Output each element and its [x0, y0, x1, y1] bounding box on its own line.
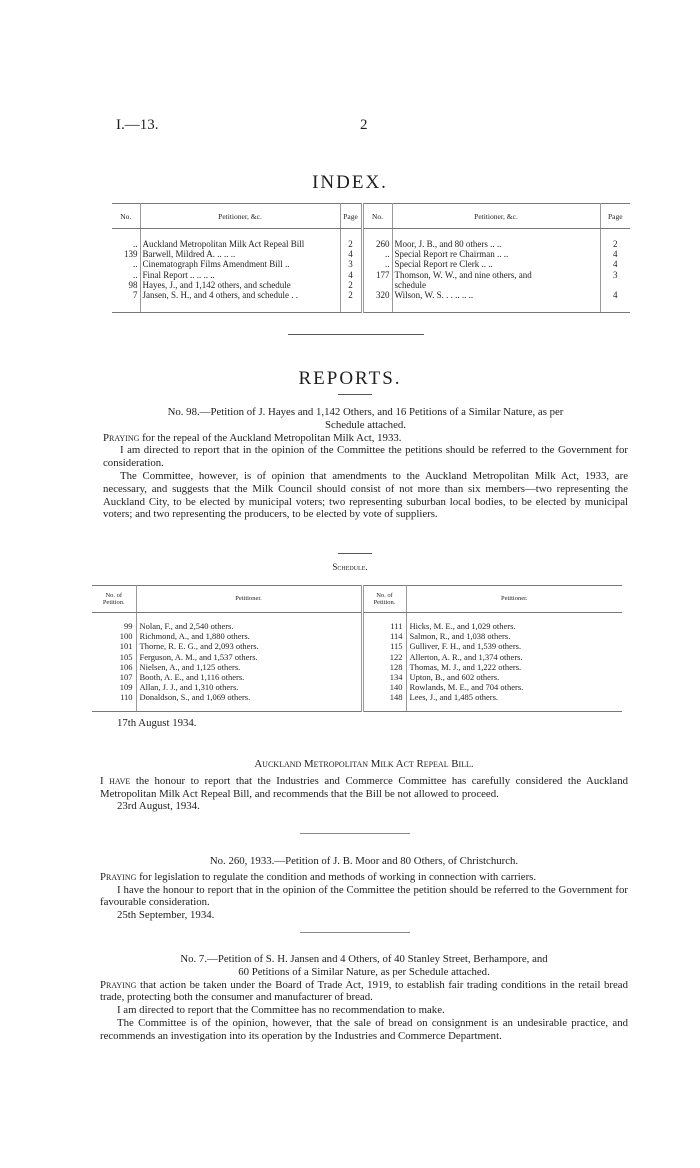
schedule-entry-petitioner: Upton, B., and 602 others. [409, 672, 500, 683]
index-entry-page: 4 [613, 249, 618, 260]
index-col-page: Page [340, 204, 362, 229]
index-entry-petitioner: Jansen, S. H., and 4 others, and schedule . . [140, 290, 340, 300]
index-title: INDEX. [312, 172, 388, 193]
report-7-heading: No. 7.—Petition of S. H. Jansen and 4 Others, of 40 Stanley Street, Berhampore, and [180, 953, 548, 965]
schedule-entry-no: 128 [362, 662, 406, 672]
index-entry-page: 3 [340, 259, 362, 269]
schedule-row [92, 652, 622, 662]
index-table [112, 203, 630, 313]
section-divider-4 [300, 932, 410, 933]
report-7-heading-2: 60 Petitions of a Similar Nature, as per Schedule attached. [238, 965, 490, 978]
index-entry-petitioner: schedule [392, 280, 600, 290]
index-entry-no: 139 [112, 249, 140, 259]
schedule-entry-no: 111 [362, 621, 406, 631]
index-entry-no: .. [112, 239, 140, 249]
report-7 [100, 953, 628, 1043]
index-entry-page [600, 280, 630, 290]
section-divider [288, 334, 424, 335]
index-col-page-2: Page [600, 204, 630, 229]
index-entry-page: 4 [340, 270, 362, 280]
schedule-row [92, 631, 622, 641]
report-98-para-1: I am directed to report that in the opinion of the Committee the petitions should be referred to the Government for consideration. [103, 444, 628, 470]
section-divider-3 [300, 833, 410, 834]
index-entry-petitioner: Special Report re Clerk .. .. [392, 259, 600, 269]
schedule-col-petitioner-2: Petitioner. [406, 586, 622, 613]
schedule-entry-petitioner: Nolan, F., and 2,540 others. [136, 621, 362, 631]
report-98-heading: No. 98.—Petition of J. Hayes and 1,142 Others, and 16 Petitions of a Similar Nature, as per [167, 406, 564, 418]
index-entry-petitioner: Thomson, W. W., and nine others, and [392, 270, 600, 280]
index-entry-no: .. [362, 259, 392, 269]
schedule-entry-no: 115 [362, 641, 406, 651]
schedule-entry-petitioner: Lees, J., and 1,485 others. [409, 692, 499, 703]
milk-bill-date: 23rd August, 1934. [117, 800, 200, 813]
praying-word-260: Praying [100, 870, 137, 883]
index-body [112, 229, 630, 313]
index-entry-no: 177 [362, 270, 392, 280]
index-entry-no: 320 [362, 290, 392, 300]
index-entry-no: .. [112, 259, 140, 269]
report-260-prayer: for legislation to regulate the condition and methods of working in connection with carriers. [136, 870, 537, 883]
report-260-date: 25th September, 1934. [117, 909, 215, 922]
schedule-col-petitioner: Petitioner. [136, 586, 362, 613]
index-entry-no: 260 [362, 239, 392, 249]
index-col-no-2: No. [362, 204, 392, 229]
index-entry-petitioner: Special Report re Chairman .. .. [392, 249, 600, 259]
schedule-entry-petitioner: Donaldson, S., and 1,069 others. [136, 692, 362, 702]
schedule-entry-no: 101 [92, 641, 136, 651]
schedule-entry-no: 100 [92, 631, 136, 641]
schedule-row [92, 662, 622, 672]
index-col-no: No. [112, 204, 140, 229]
schedule-entry-no: 110 [92, 692, 136, 702]
schedule-table [92, 585, 622, 712]
schedule-entry-petitioner: Hicks, M. E., and 1,029 others. [409, 621, 516, 631]
index-entry-no: .. [112, 270, 140, 280]
index-entry-no: 98 [112, 280, 140, 290]
index-entry-petitioner: Barwell, Mildred A. .. .. .. [140, 249, 340, 259]
schedule-entry-petitioner: Gulliver, F. H., and 1,539 others. [409, 641, 522, 652]
milk-bill-heading: Auckland Metropolitan Milk Act Repeal Bill. [254, 758, 474, 770]
schedule-date: 17th August 1934. [117, 717, 197, 729]
section-divider-2 [338, 553, 372, 554]
schedule-entry-petitioner: Salmon, R., and 1,038 others. [409, 631, 511, 642]
schedule-entry-no: 122 [362, 652, 406, 662]
index-row [112, 249, 630, 259]
report-260-para-1: I have the honour to report that in the opinion of the Committee the petition should be referred to the Government for favourable consideration. [100, 883, 628, 909]
index-header-row [112, 204, 630, 229]
schedule-row [92, 641, 622, 651]
report-7-prayer: that action be taken under the Board of Trade Act, 1919, to establish fair trading conditions in the retail bread trade, protecting both the consumer and manufacturer of bread. [100, 978, 628, 1004]
schedule-entry-no: 105 [92, 652, 136, 662]
index-entry-petitioner: Moor, J. B., and 80 others .. .. [392, 239, 600, 249]
index-entry-page: 4 [613, 259, 618, 270]
document-reference: I.—13. [116, 117, 159, 133]
index-row [112, 259, 630, 269]
schedule-row [92, 682, 622, 692]
index-entry-no: .. [362, 249, 392, 259]
report-7-para-1: I am directed to report that the Committee has no recommendation to make. [117, 1004, 445, 1017]
schedule-entry-petitioner: Thorne, R. E. G., and 2,093 others. [136, 641, 362, 651]
report-260-heading: No. 260, 1933.—Petition of J. B. Moor and 80 Others, of Christchurch. [209, 855, 519, 867]
milk-bill-report [100, 758, 628, 813]
schedule-entry-petitioner: Booth, A. E., and 1,116 others. [136, 672, 362, 682]
schedule-entry-petitioner: Nielsen, A., and 1,125 others. [136, 662, 362, 672]
schedule-entry-no: 148 [362, 692, 406, 702]
schedule-col-no-2: No. of Petition. [362, 586, 406, 613]
report-98-para-2: The Committee, however, is of opinion that amendments to the Auckland Metropolitan Milk Act, 1933, are necessary, and suggests that the Milk Council should consist of not more than six members—two representing the Auckland City, to be elected by municipal voters; two representing suburban local bodies, to be elected by municipal voters; and two representing the producers, to be elected by vote of suppliers. [103, 469, 628, 521]
index-entry-page: 3 [613, 269, 618, 280]
schedule-entry-petitioner: Allerton, A. R., and 1,374 others. [409, 651, 523, 662]
schedule-row [92, 672, 622, 682]
report-7-para-2: The Committee is of the opinion, however, that the sale of bread on consignment is an undesirable practice, and recommends an investigation into its operation by the Industries and Commerce Department. [100, 1016, 628, 1042]
index-entry-page: 2 [340, 290, 362, 300]
title-underline [338, 394, 372, 395]
report-98-prayer: for the repeal of the Auckland Metropolitan Milk Act, 1933. [139, 431, 402, 444]
schedule-header-row [92, 586, 622, 613]
schedule-entry-no: 134 [362, 672, 406, 682]
index-entry-petitioner: Hayes, J., and 1,142 others, and schedule [140, 280, 340, 290]
schedule-entry-no: 99 [92, 621, 136, 631]
schedule-row [92, 621, 622, 631]
index-entry-no: 7 [112, 290, 140, 300]
schedule-entry-petitioner: Ferguson, A. M., and 1,537 others. [136, 652, 362, 662]
schedule-entry-petitioner: Rowlands, M. E., and 704 others. [409, 682, 524, 693]
schedule-entry-petitioner: Richmond, A., and 1,880 others. [136, 631, 362, 641]
schedule-entry-no: 107 [92, 672, 136, 682]
index-entry-petitioner: Wilson, W. S. . . .. .. .. [392, 290, 600, 300]
index-entry-petitioner: Final Report .. .. .. .. [140, 270, 340, 280]
index-entry-petitioner: Auckland Metropolitan Milk Act Repeal Bill [140, 239, 340, 249]
schedule-row [92, 692, 622, 702]
schedule-entry-petitioner: Allan, J. J., and 1,310 others. [136, 682, 362, 692]
index-row [112, 280, 630, 290]
reports-title: REPORTS. [298, 368, 402, 389]
index-entry-page: 4 [613, 290, 618, 301]
index-entry-page: 2 [613, 239, 618, 249]
report-98-heading-2: Schedule attached. [325, 418, 406, 431]
index-row [112, 270, 630, 280]
schedule-body [92, 613, 622, 712]
report-98 [103, 406, 628, 521]
schedule-entry-no: 106 [92, 662, 136, 672]
index-entry-page: 4 [340, 249, 362, 259]
report-260 [100, 855, 628, 922]
index-col-petitioner-2: Petitioner, &c. [392, 204, 600, 229]
praying-word: Praying [103, 431, 140, 444]
index-row [112, 290, 630, 300]
schedule-entry-no: 114 [362, 631, 406, 641]
index-entry-petitioner: Cinematograph Films Amendment Bill .. [140, 259, 340, 269]
schedule-entry-no: 140 [362, 682, 406, 692]
schedule-entry-no: 109 [92, 682, 136, 692]
page-number: 2 [360, 117, 368, 133]
schedule-entry-petitioner: Thomas, M. J., and 1,222 others. [409, 661, 522, 672]
schedule-col-no: No. of Petition. [92, 586, 136, 613]
index-col-petitioner: Petitioner, &c. [140, 204, 340, 229]
index-entry-page: 2 [340, 239, 362, 249]
index-row [112, 239, 630, 249]
milk-bill-lead: I have [100, 774, 131, 787]
praying-word-7: Praying [100, 978, 137, 991]
index-entry-no [362, 280, 392, 290]
index-entry-page: 2 [340, 280, 362, 290]
schedule-title: Schedule. [332, 562, 368, 572]
milk-bill-text: the honour to report that the Industries and Commerce Committee has carefully considered the Auckland Metropolitan Milk Act Repeal Bill, and recommends that the Bill be not allowed to proceed. [100, 774, 629, 800]
